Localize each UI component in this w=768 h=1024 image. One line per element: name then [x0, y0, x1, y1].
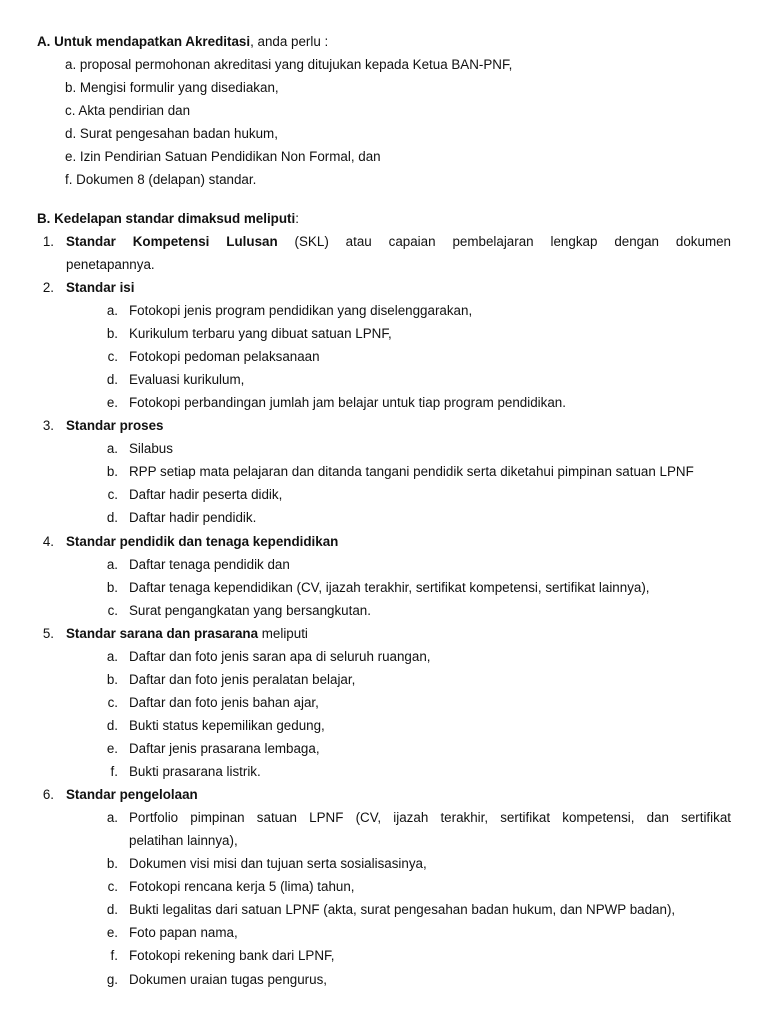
sub-item-text: Bukti legalitas dari satuan LPNF (akta, surat pengesahan badan hukum, dan NPWP badan),	[129, 902, 676, 917]
sub-item-letter: e.	[106, 395, 118, 410]
standard-title-line	[66, 234, 731, 250]
sub-item-letter: e.	[106, 925, 118, 940]
sub-item-letter: b.	[106, 580, 118, 595]
standard-description: (SKL) atau capaian pembelajaran lengkap dengan dokumen	[277, 234, 731, 249]
sub-item-text: Fotokopi rekening bank dari LPNF,	[129, 948, 335, 963]
section-a-item: c. Akta pendirian dan	[65, 103, 191, 118]
sub-item-letter: d.	[106, 718, 118, 733]
sub-item-letter: c.	[107, 487, 118, 502]
sub-item-letter: d.	[106, 510, 118, 525]
sub-item-letter: a.	[106, 303, 118, 318]
sub-item-text: Daftar hadir pendidik.	[129, 510, 257, 525]
section-a-heading	[37, 34, 328, 50]
sub-item-letter: c.	[107, 349, 118, 364]
sub-item-text: Surat pengangkatan yang bersangkutan.	[129, 603, 371, 618]
sub-item-text: Fotokopi pedoman pelaksanaan	[129, 349, 320, 364]
section-a-item: d. Surat pengesahan badan hukum,	[65, 126, 278, 141]
standard-number: 3.	[42, 418, 54, 433]
sub-item-text: Daftar tenaga kependidikan (CV, ijazah terakhir, sertifikat kompetensi, sertifikat lainnya),	[129, 580, 650, 595]
standard-number: 6.	[42, 787, 54, 802]
sub-item-letter: a.	[106, 557, 118, 572]
sub-item-text: Bukti prasarana listrik.	[129, 764, 261, 779]
section-a-item: e. Izin Pendirian Satuan Pendidikan Non Formal, dan	[65, 149, 381, 164]
sub-item-letter: a.	[106, 810, 118, 825]
section-a-heading-bold: A. Untuk mendapatkan Akreditasi	[37, 34, 251, 49]
section-a-heading-rest: , anda perlu :	[250, 34, 329, 49]
standard-number: 4.	[42, 534, 54, 549]
sub-item-text-continued: pelatihan lainnya),	[129, 833, 238, 848]
standard-title-line	[66, 626, 308, 642]
sub-item-text: RPP setiap mata pelajaran dan ditanda tangani pendidik serta diketahui pimpinan satuan LPNF	[129, 464, 694, 479]
section-a-item: b. Mengisi formulir yang disediakan,	[65, 80, 279, 95]
standard-description-continued: penetapannya.	[66, 257, 155, 272]
section-b-heading-bold: B. Kedelapan standar dimaksud meliputi	[37, 211, 296, 226]
sub-item-text: Daftar dan foto jenis saran apa di seluruh ruangan,	[129, 649, 431, 664]
sub-item-text: Fotokopi jenis program pendidikan yang diselenggarakan,	[129, 303, 473, 318]
sub-item-text: Daftar jenis prasarana lembaga,	[129, 741, 320, 756]
sub-item-letter: f.	[110, 764, 118, 779]
sub-item-text: Kurikulum terbaru yang dibuat satuan LPNF,	[129, 326, 392, 341]
standard-title: Standar pendidik dan tenaga kependidikan	[66, 534, 339, 549]
sub-item-letter: b.	[106, 464, 118, 479]
standard-title: Standar isi	[66, 280, 135, 295]
sub-item-letter: a.	[106, 441, 118, 456]
sub-item-text: Fotokopi rencana kerja 5 (lima) tahun,	[129, 879, 355, 894]
sub-item-letter: c.	[107, 879, 118, 894]
sub-item-letter: g.	[106, 972, 118, 987]
standard-number: 1.	[42, 234, 54, 249]
sub-item-letter: d.	[106, 372, 118, 387]
section-a-item: f. Dokumen 8 (delapan) standar.	[65, 172, 257, 187]
sub-item-text: Silabus	[129, 441, 173, 456]
standard-title: Standar Kompetensi Lulusan	[66, 234, 278, 249]
standard-title-line	[66, 418, 164, 434]
sub-item-text: Daftar tenaga pendidik dan	[129, 557, 290, 572]
sub-item-text: Daftar hadir peserta didik,	[129, 487, 283, 502]
sub-item-text: Daftar dan foto jenis bahan ajar,	[129, 695, 319, 710]
standard-title: Standar pengelolaan	[66, 787, 198, 802]
standard-title-line	[66, 280, 134, 296]
sub-item-text: Bukti status kepemilikan gedung,	[129, 718, 325, 733]
sub-item-letter: f.	[110, 948, 118, 963]
sub-item-text: Dokumen uraian tugas pengurus,	[129, 972, 328, 987]
section-a-item: a. proposal permohonan akreditasi yang ditujukan kepada Ketua BAN-PNF,	[65, 57, 513, 72]
standard-title-line	[66, 787, 198, 803]
sub-item-letter: b.	[106, 672, 118, 687]
sub-item-letter: d.	[106, 902, 118, 917]
sub-item-text: Foto papan nama,	[129, 925, 238, 940]
sub-item-letter: e.	[106, 741, 118, 756]
standard-number: 5.	[42, 626, 54, 641]
section-b-heading	[37, 211, 299, 227]
sub-item-text: Evaluasi kurikulum,	[129, 372, 245, 387]
sub-item-text: Portfolio pimpinan satuan LPNF (CV, ijazah terakhir, sertifikat kompetensi, dan sertifikat	[129, 810, 731, 825]
standard-title: Standar sarana dan prasarana	[66, 626, 259, 641]
sub-item-letter: b.	[106, 856, 118, 871]
standard-title: Standar proses	[66, 418, 164, 433]
sub-item-text: Fotokopi perbandingan jumlah jam belajar untuk tiap program pendidikan.	[129, 395, 566, 410]
standard-title-rest: meliputi	[258, 626, 308, 641]
standard-number: 2.	[42, 280, 54, 295]
standard-title-line	[66, 534, 338, 550]
sub-item-letter: c.	[107, 603, 118, 618]
sub-item-letter: c.	[107, 695, 118, 710]
sub-item-letter: b.	[106, 326, 118, 341]
section-b-heading-rest: :	[295, 211, 299, 226]
sub-item-text: Dokumen visi misi dan tujuan serta sosialisasinya,	[129, 856, 427, 871]
sub-item-text: Daftar dan foto jenis peralatan belajar,	[129, 672, 356, 687]
sub-item-letter: a.	[106, 649, 118, 664]
